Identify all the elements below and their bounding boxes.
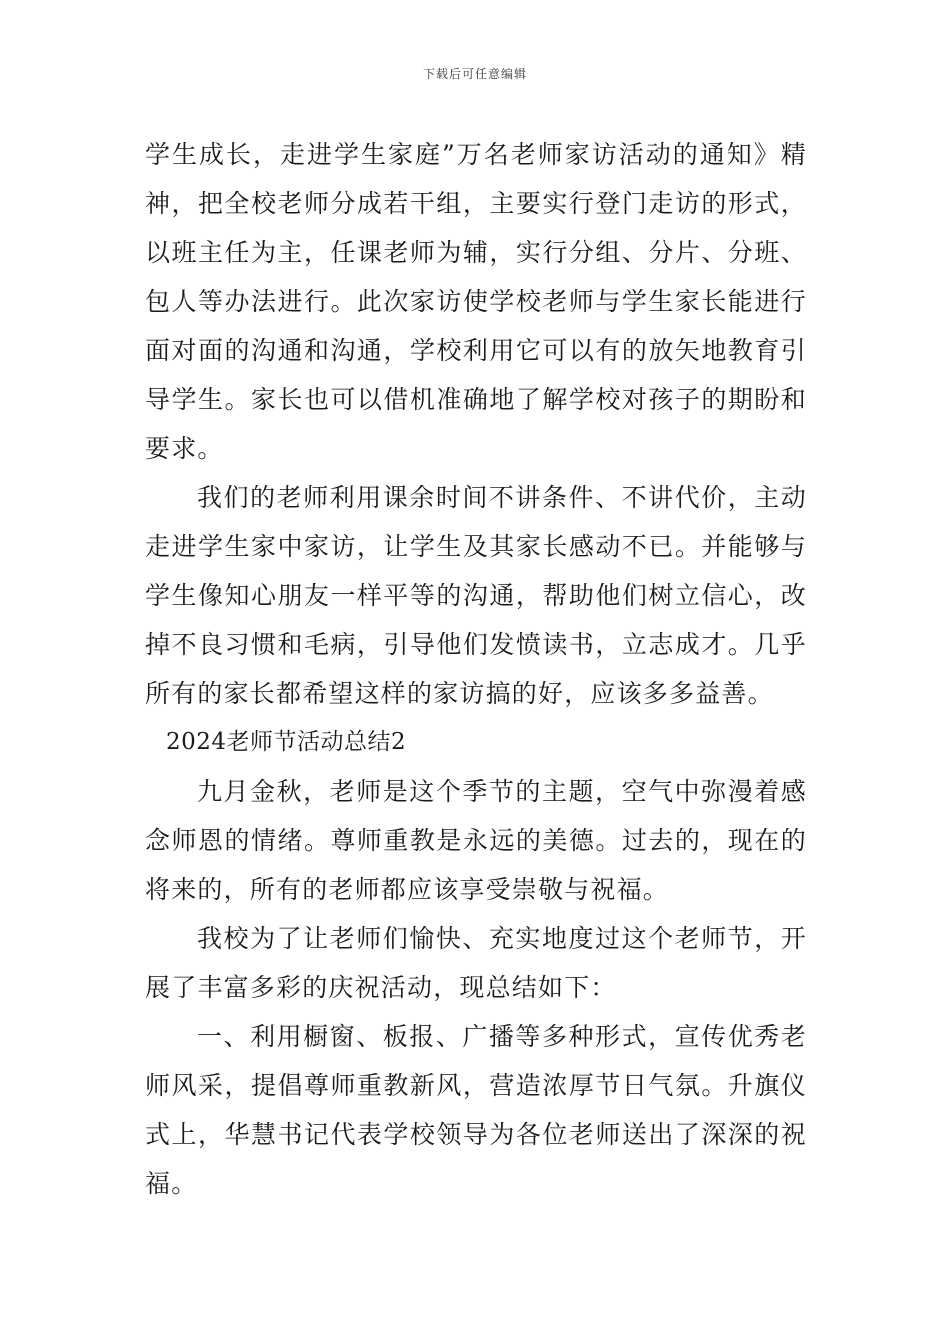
paragraph-september: 九月金秋，老师是这个季节的主题，空气中弥漫着感念师恩的情绪。尊师重教是永远的美德。过去的，现在的将来的，所有的老师都应该享受崇敬与祝福。 [145, 777, 807, 904]
header-note: 下载后可任意编辑 [422, 67, 527, 81]
paragraph-teacher-visits: 我们的老师利用课余时间不讲条件、不讲代价，主动走进学生家中家访，让学生及其家长感动不已。并能够与学生像知心朋友一样平等的沟通，帮助他们树立信心，改掉不良习惯和毛病，引导他们发愤读书，立志成才。几乎所有的家长都希望这样的家访搞的好，应该多多益善。 [145, 483, 807, 708]
section-heading: 2024老师节活动总结2 [166, 729, 407, 755]
paragraph-celebration: 我校为了让老师们愉快、充实地度过这个老师节，开展了丰富多彩的庆祝活动，现总结如下： [145, 924, 807, 1002]
document-body [145, 130, 807, 1208]
paragraph-home-visit-intro: 学生成长，走进学生家庭”万名老师家访活动的通知》精神，把全校老师分成若干组，主要实行登门走访的形式，以班主任为主，任课老师为辅，实行分组、分片、分班、包人等办法进行。此次家访使学校老师与学生家长能进行面对面的沟通和沟通，学校利用它可以有的放矢地教育引导学生。家长也可以借机准确地了解学校对孩子的期盼和要求。 [145, 140, 807, 463]
paragraph-activity-one: 一、利用橱窗、板报、广播等多种形式，宣传优秀老师风采，提倡尊师重教新风，营造浓厚节日气氛。升旗仪式上，华慧书记代表学校领导为各位老师送出了深深的祝福。 [145, 1022, 807, 1198]
